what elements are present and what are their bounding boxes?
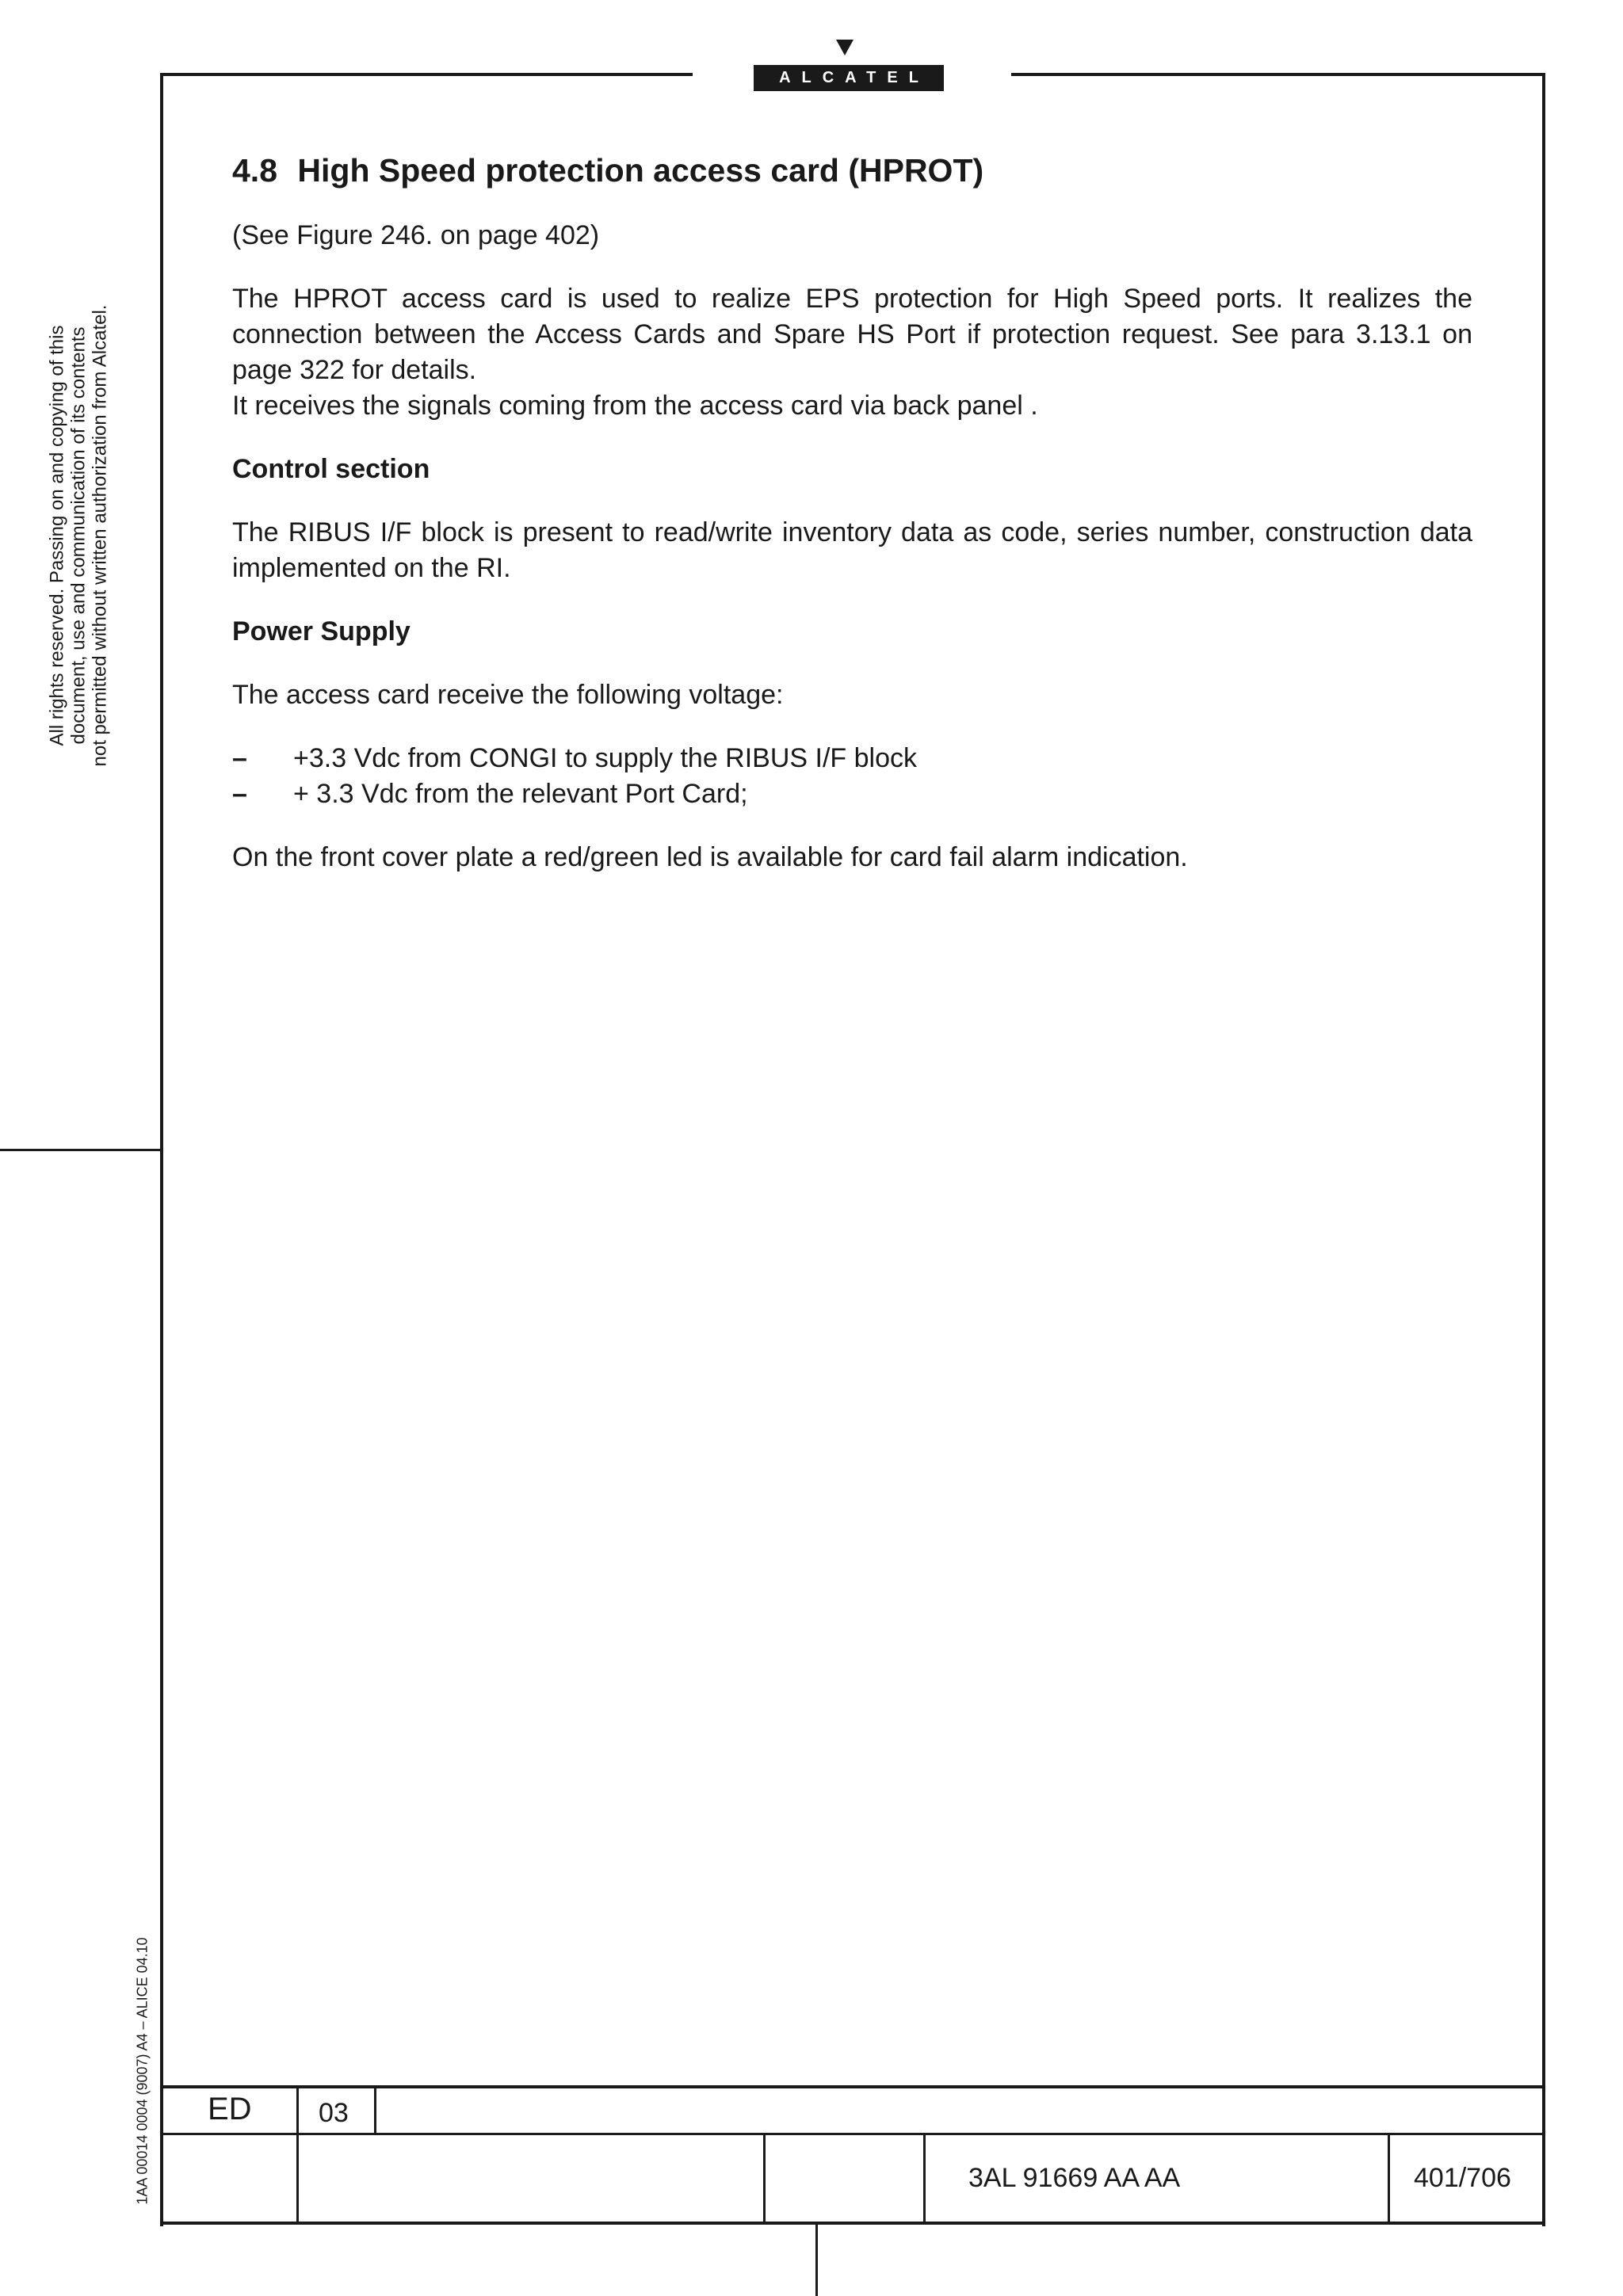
copyright-line: not permitted without written authorization from Alcatel. — [89, 304, 111, 767]
title-block-bottom-line — [160, 2222, 1545, 2225]
intro-text: The HPROT access card is used to realize EPS protection for High Speed ports. It realizes the connection between the Access Cards and Spare HS Port if protection request. See para 3.13.1 on page 322 for details. — [232, 284, 1472, 385]
frame-right-border — [1542, 73, 1545, 2226]
title-block-divider — [374, 2085, 376, 2134]
voltage-list — [232, 741, 1472, 812]
list-item-text: + 3.3 Vdc from the relevant Port Card; — [293, 779, 748, 809]
figure-reference: (See Figure 246. on page 402) — [232, 220, 600, 250]
page-content — [232, 143, 1472, 903]
list-item-text: +3.3 Vdc from CONGI to supply the RIBUS I/F block — [293, 743, 918, 773]
title-block-top-line — [160, 2085, 1545, 2088]
title-block-middle-line — [160, 2133, 1545, 2135]
intro-paragraph — [232, 281, 1472, 388]
frame-left-border — [160, 73, 163, 2226]
list-dash: – — [232, 743, 247, 773]
power-supply-intro: The access card receive the following voltage: — [232, 680, 784, 710]
frame-top-border-left — [160, 73, 693, 76]
title-block-divider — [763, 2133, 766, 2225]
control-section-text: The RIBUS I/F block is present to read/write inventory data as code, series number, construction data implemented on the RI. — [232, 517, 1472, 583]
led-indication-text: On the front cover plate a red/green led is available for card fail alarm indication. — [232, 842, 1188, 872]
title-block-divider — [1388, 2133, 1390, 2225]
logo-wordmark: ALCATEL — [754, 65, 944, 91]
edition-label: ED — [208, 2092, 252, 2126]
bottom-fold-mark — [815, 2225, 818, 2296]
copyright-notice — [47, 235, 111, 837]
copyright-line: All rights reserved. Passing on and copying of this — [46, 325, 68, 746]
logo-arrow-icon — [836, 40, 854, 55]
edition-value: 03 — [319, 2098, 349, 2128]
margin-marker-line — [0, 1149, 160, 1151]
list-dash: – — [232, 779, 247, 809]
control-section-heading: Control section — [232, 454, 430, 484]
page-number: 401/706 — [1414, 2163, 1511, 2193]
power-supply-heading: Power Supply — [232, 616, 411, 646]
frame-top-border-right — [1011, 73, 1545, 76]
section-title-text: High Speed protection access card (HPROT) — [297, 152, 984, 189]
intro-paragraph-2: It receives the signals coming from the access card via back panel . — [232, 391, 1038, 421]
title-block-divider — [923, 2133, 926, 2225]
document-code: 3AL 91669 AA AA — [968, 2163, 1181, 2193]
copyright-line: document, use and communication of its contents — [67, 326, 90, 745]
alcatel-logo — [750, 38, 948, 95]
section-number: 4.8 — [232, 152, 277, 189]
title-block-divider — [296, 2085, 299, 2225]
form-code: 1AA 00014 0004 (9007) A4 – ALICE 04.10 — [134, 1937, 151, 2205]
list-item — [232, 776, 1472, 812]
section-title — [232, 147, 1472, 194]
list-item — [232, 741, 1472, 776]
